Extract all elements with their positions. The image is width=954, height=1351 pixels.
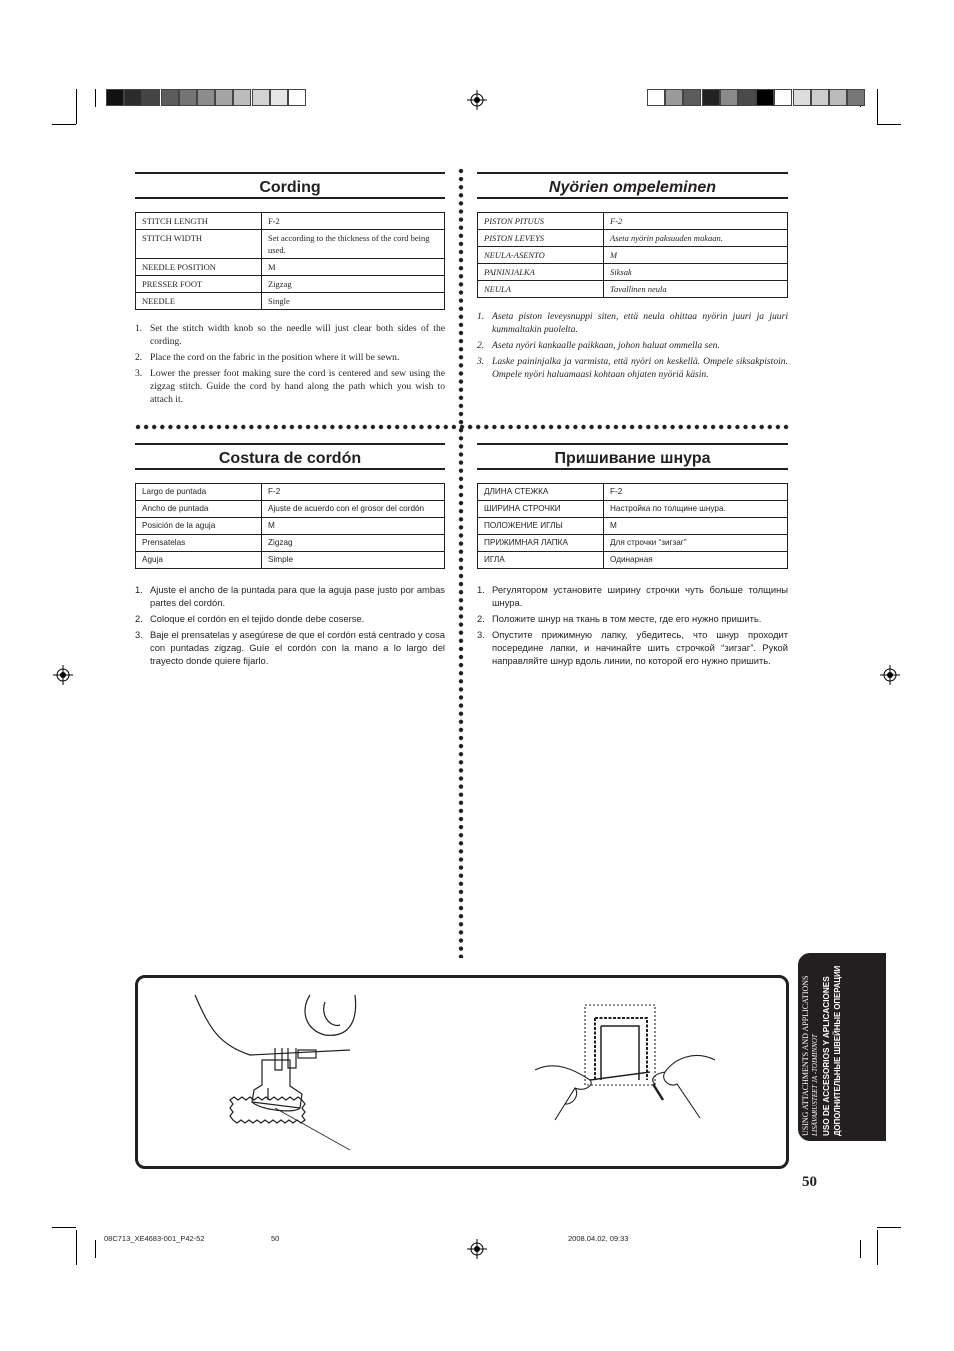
table-key: NEULA-ASENTO <box>478 247 604 264</box>
table-value: F-2 <box>604 213 788 230</box>
table-row <box>136 518 445 535</box>
color-swatch <box>270 89 288 106</box>
section-title-spanish: Costura de cordón <box>135 443 445 470</box>
table-row <box>136 552 445 569</box>
list-item: 1. Set the stitch width knob so the needle will just clear both sides of the cording. <box>135 323 445 347</box>
color-swatch <box>124 89 142 106</box>
color-swatch <box>161 89 179 106</box>
table-row <box>136 213 445 230</box>
table-value: Simple <box>262 552 445 569</box>
table-value: Zigzag <box>262 535 445 552</box>
list-item: 2. Положите шнур на ткань в том месте, где его нужно пришить. <box>477 613 762 624</box>
table-value: Tavallinen neula <box>604 281 788 298</box>
table-value: M <box>604 518 788 535</box>
table-row <box>136 230 445 259</box>
chapter-side-tab <box>798 953 886 1141</box>
table-row <box>478 247 788 264</box>
side-tab-line: LISÄVARUSTEET JA -TOIMINNOT <box>811 1034 819 1136</box>
registration-target-icon <box>467 90 487 110</box>
table-row <box>136 259 445 276</box>
color-swatch <box>215 89 233 106</box>
instructions-finnish <box>477 310 788 384</box>
table-key: Posición de la aguja <box>136 518 262 535</box>
table-value: Ajuste de acuerdo con el grosor del cordón <box>262 501 445 518</box>
side-tab-line: USO DE ACCESORIOS Y APLICACIONES <box>822 976 831 1136</box>
page-number: 50 <box>802 1174 817 1190</box>
table-key: Largo de puntada <box>136 484 262 501</box>
table-row <box>478 230 788 247</box>
list-item: 3. Опустите прижимную лапку, убедитесь, что шнур проходит посередине лапки, и начинайте шить строчкой “зигзаг”. Рукой направляйте шнур вдоль линии, по которой его нужно пришить. <box>477 629 788 666</box>
table-row <box>478 213 788 230</box>
table-value: Set according to the thickness of the cord being used. <box>262 230 445 259</box>
color-swatch <box>756 89 774 106</box>
instructions-spanish <box>135 583 445 670</box>
list-item: 1. Регулятором установите ширину строчки чуть больше толщины шнура. <box>477 584 788 608</box>
table-row <box>478 535 788 552</box>
list-item: 2. Place the cord on the fabric in the position where it will be sewn. <box>135 352 400 363</box>
list-item: 3. Baje el prensatelas y asegúrese de que el cordón está centrado y cosa con puntadas zigzag. Guíe el cordón con la mano a lo largo del trayecto donde quiere fijarlo. <box>135 629 445 666</box>
color-swatch <box>702 89 720 106</box>
color-swatch <box>197 89 215 106</box>
settings-table-cording <box>135 212 445 310</box>
color-swatch <box>252 89 270 106</box>
table-value: M <box>604 247 788 264</box>
side-tab-line: ДОПОЛНИТЕЛЬНЫЕ ШВЕЙНЫЕ ОПЕРАЦИИ <box>833 965 842 1136</box>
registration-target-icon <box>467 1239 487 1259</box>
footer-date: 2008.04.02, 09:33 <box>568 1234 629 1243</box>
color-swatch <box>847 89 865 106</box>
instructions-russian <box>477 583 788 670</box>
table-row <box>136 535 445 552</box>
table-row <box>478 552 788 569</box>
table-value: Настройка по толщине шнура. <box>604 501 788 518</box>
footer-page: 50 <box>271 1234 280 1243</box>
table-key: Aguja <box>136 552 262 569</box>
table-key: Prensatelas <box>136 535 262 552</box>
table-row <box>136 276 445 293</box>
horizontal-dotted-divider <box>135 424 790 430</box>
table-key: NEEDLE <box>136 293 262 310</box>
section-title-russian: Пришивание шнура <box>477 443 788 470</box>
color-swatch <box>720 89 738 106</box>
table-key: STITCH LENGTH <box>136 213 262 230</box>
list-item: 2. Coloque el cordón en el tejido donde debe coserse. <box>135 613 365 624</box>
table-key: PISTON LEVEYS <box>478 230 604 247</box>
color-swatch <box>738 89 756 106</box>
table-key: PAININJALKA <box>478 264 604 281</box>
color-swatch <box>179 89 197 106</box>
color-swatch <box>106 89 124 106</box>
table-value: Zigzag <box>262 276 445 293</box>
table-key: ШИРИНА СТРОЧКИ <box>478 501 604 518</box>
table-key: PRESSER FOOT <box>136 276 262 293</box>
footer-file-name: 08C713_XE4683-001_P42-52 <box>104 1234 205 1243</box>
table-key: PISTON PITUUS <box>478 213 604 230</box>
table-value: Single <box>262 293 445 310</box>
table-row <box>478 484 788 501</box>
table-key: ДЛИНА СТЕЖКА <box>478 484 604 501</box>
table-row <box>478 501 788 518</box>
table-value: M <box>262 518 445 535</box>
table-row <box>136 484 445 501</box>
table-key: ПОЛОЖЕНИЕ ИГЛЫ <box>478 518 604 535</box>
list-item: 1. Ajuste el ancho de la puntada para que la aguja pase justo por ambas partes del cordón. <box>135 584 445 608</box>
hands-guiding-cord-illustration <box>535 1000 715 1130</box>
settings-table-spanish <box>135 483 445 569</box>
table-value: Siksak <box>604 264 788 281</box>
list-item: 2. Aseta nyöri kankaalle paikkaan, johon haluat ommella sen. <box>477 340 720 351</box>
color-swatch <box>665 89 683 106</box>
table-key: NEEDLE POSITION <box>136 259 262 276</box>
table-value: F-2 <box>262 213 445 230</box>
table-row <box>478 281 788 298</box>
list-item: 3. Laske paininjalka ja varmista, että nyöri on keskellä. Ompele siksakpistoin. Ompele nyöri haluamaasi kohtaan ohjaten nyöriä käsin. <box>477 356 788 380</box>
color-swatch <box>829 89 847 106</box>
instructions-cording <box>135 322 445 409</box>
registration-target-icon <box>880 665 900 685</box>
table-key: Ancho de puntada <box>136 501 262 518</box>
color-swatch <box>774 89 792 106</box>
color-swatch <box>793 89 811 106</box>
section-title-cording: Cording <box>135 172 445 199</box>
settings-table-finnish <box>477 212 788 298</box>
list-item: 1. Aseta piston leveysnuppi siten, että neula ohittaa nyörin juuri ja juuri kummaltakin puolelta. <box>477 311 788 335</box>
vertical-dotted-divider <box>458 168 464 958</box>
table-row <box>136 293 445 310</box>
color-swatch <box>233 89 251 106</box>
color-swatch <box>683 89 701 106</box>
table-value: M <box>262 259 445 276</box>
color-swatch <box>647 89 665 106</box>
table-value: Для строчки “зигзаг” <box>604 535 788 552</box>
table-value: F-2 <box>262 484 445 501</box>
table-row <box>478 264 788 281</box>
list-item: 3. Lower the presser foot making sure the cord is centered and sew using the zigzag stitch. Guide the cord by hand along the path which you wish to attach it. <box>135 368 445 405</box>
table-value: F-2 <box>604 484 788 501</box>
registration-target-icon <box>53 665 73 685</box>
table-key: ПРИЖИМНАЯ ЛАПКА <box>478 535 604 552</box>
table-key: STITCH WIDTH <box>136 230 262 259</box>
table-key: ИГЛА <box>478 552 604 569</box>
table-value: Одинарная <box>604 552 788 569</box>
table-row <box>136 501 445 518</box>
color-swatch <box>811 89 829 106</box>
table-key: NEULA <box>478 281 604 298</box>
table-value: Aseta nyörin paksuuden mukaan. <box>604 230 788 247</box>
settings-table-russian <box>477 483 788 569</box>
section-title-finnish: Nyörien ompeleminen <box>477 172 788 199</box>
side-tab-line: USING ATTACHMENTS AND APPLICATIONS <box>801 975 810 1136</box>
sewing-machine-presser-foot-illustration <box>190 990 360 1160</box>
table-row <box>478 518 788 535</box>
color-swatch <box>142 89 160 106</box>
color-swatch <box>288 89 306 106</box>
